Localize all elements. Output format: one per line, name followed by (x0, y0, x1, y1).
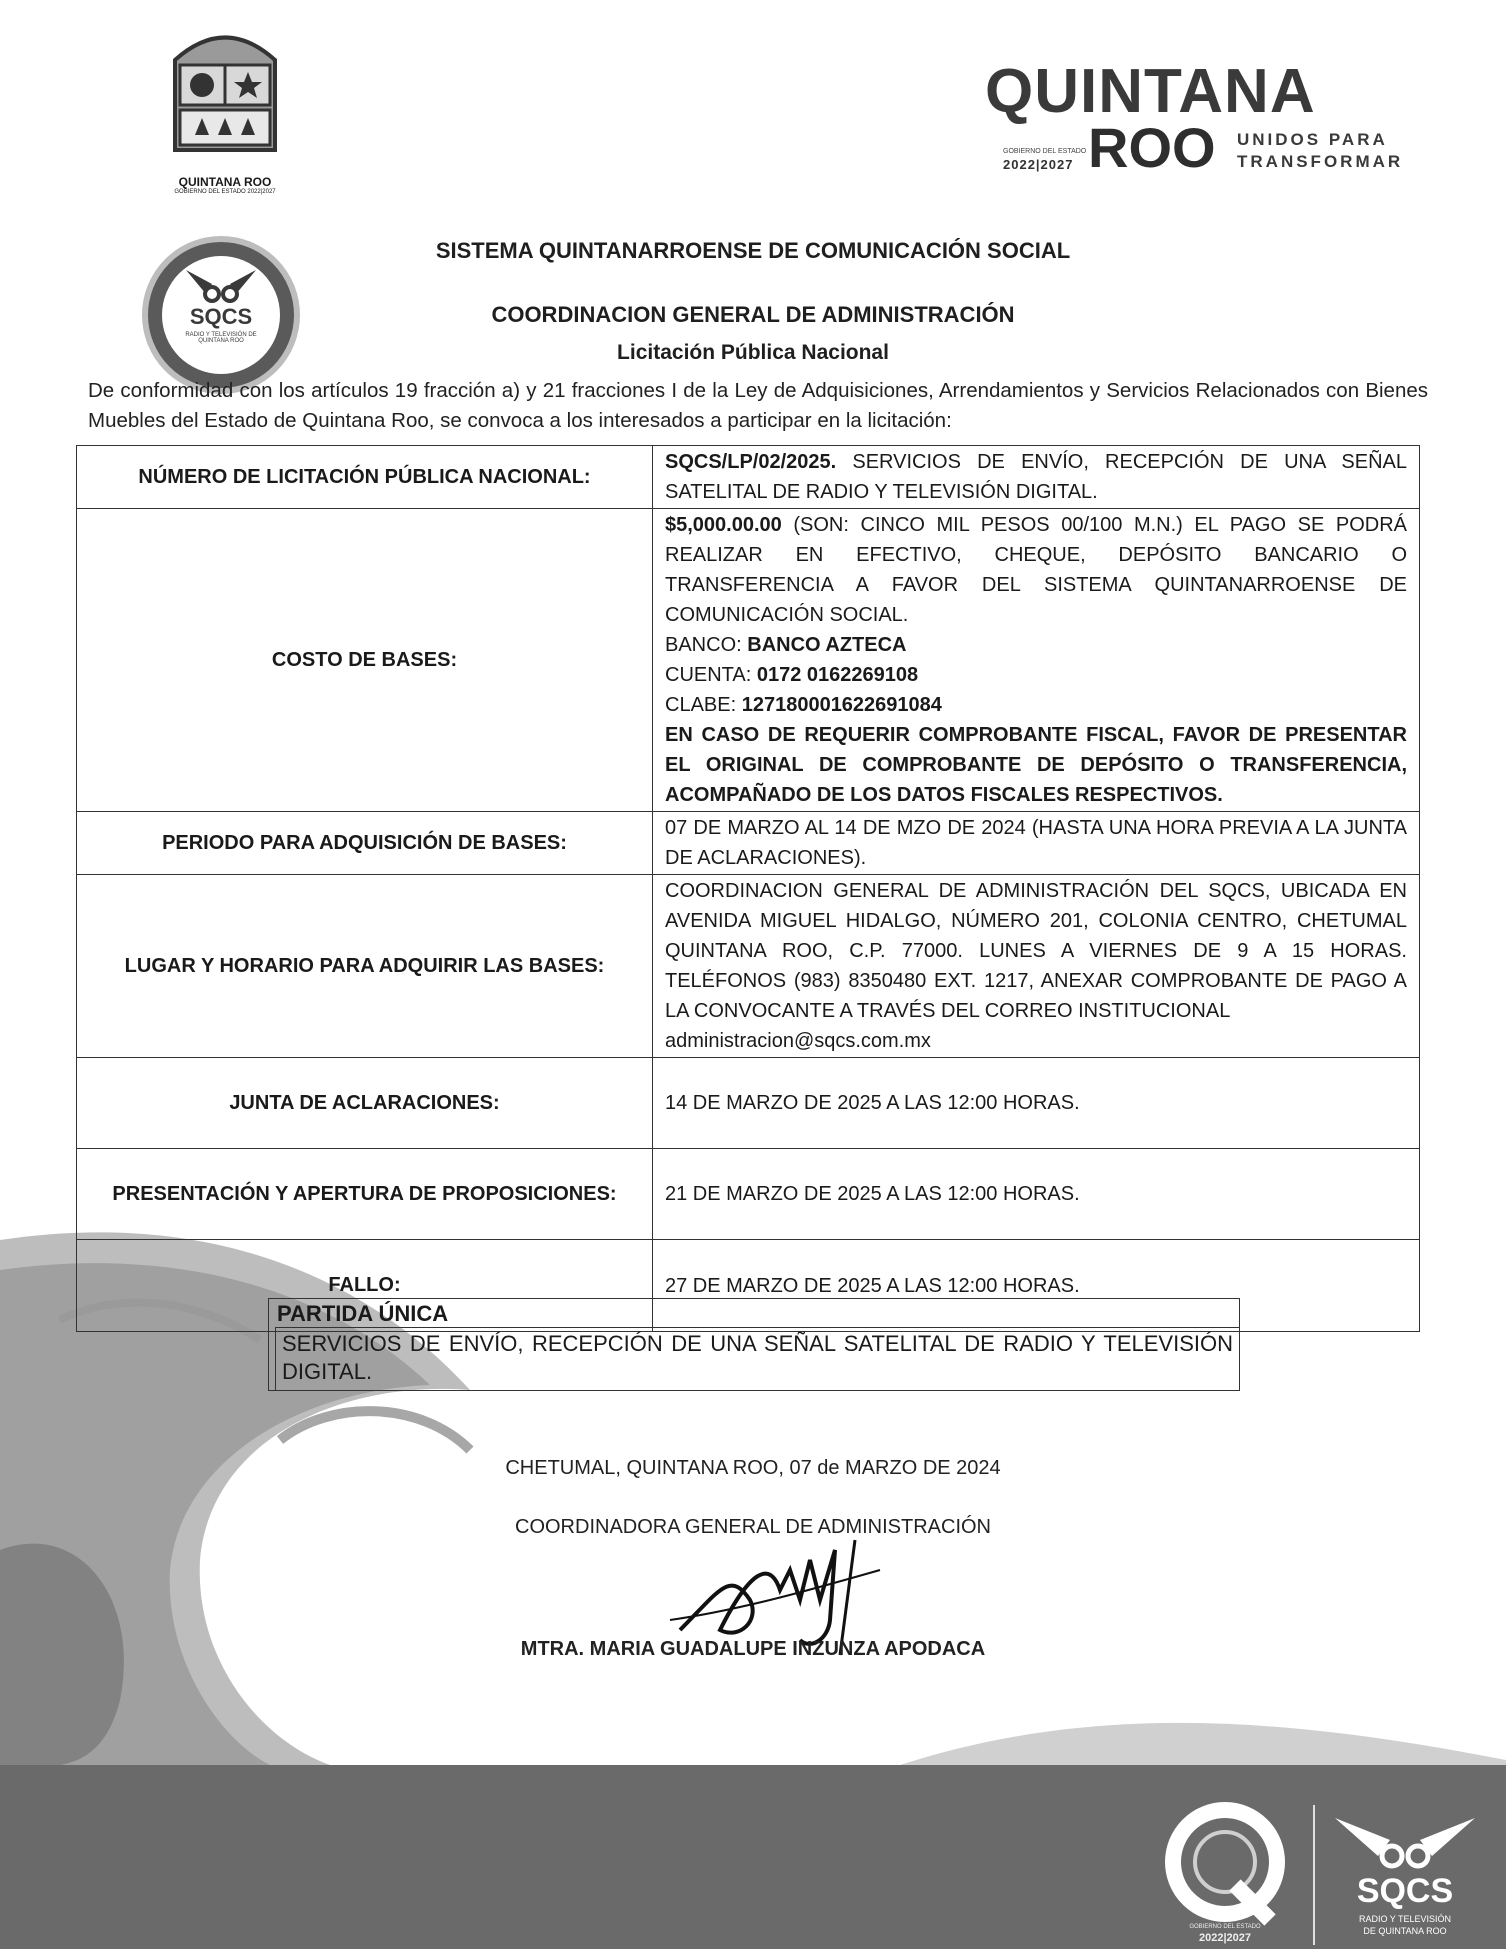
state-seal-icon (160, 20, 290, 170)
label-costo: COSTO DE BASES: (77, 509, 653, 812)
partida-description: SERVICIOS DE ENVÍO, RECEPCIÓN DE UNA SEÑAL SATELITAL DE RADIO Y TELEVISIÓN DIGITAL. (275, 1327, 1239, 1390)
value-junta: 14 DE MARZO DE 2025 A LAS 12:00 HORAS. (653, 1058, 1420, 1149)
footer-sqcs-logo (1325, 1810, 1485, 1949)
row-costo (77, 509, 1420, 812)
footer-gov-logo (1150, 1800, 1300, 1949)
footer-divider (1313, 1805, 1315, 1945)
signer-name: MTRA. MARIA GUADALUPE INZUNZA APODACA (520, 1638, 986, 1660)
bid-code: SQCS/LP/02/2025. (665, 451, 837, 473)
institutional-email[interactable]: administracion@sqcs.com.mx (665, 1030, 931, 1052)
brand-tagline-2: TRANSFORMAR (1237, 152, 1404, 171)
value-presentacion: 21 DE MARZO DE 2025 A LAS 12:00 HORAS. (653, 1149, 1420, 1240)
footer-gov-years: 2022|2027 (1198, 1932, 1252, 1944)
state-seal (160, 20, 290, 195)
clabe-label: CLABE: (665, 694, 742, 716)
cost-amount: $5,000.00.00 (665, 514, 782, 536)
value-numero (653, 446, 1420, 509)
footer-sqcs-sub-1: RADIO Y TELEVISIÓN (1358, 1914, 1452, 1924)
brand-word-quintana: QUINTANA (985, 57, 1316, 126)
value-lugar (653, 875, 1420, 1058)
footer-sqcs-sub-2: DE QUINTANA ROO (1363, 1926, 1447, 1936)
brand-tagline-1: UNIDOS PARA (1237, 130, 1388, 149)
footer-sqcs-text: SQCS (1356, 1872, 1454, 1910)
notice-type-title: Licitación Pública Nacional (617, 341, 889, 364)
partida-title: PARTIDA ÚNICA (277, 1301, 449, 1326)
value-fallo: 27 DE MARZO DE 2025 A LAS 12:00 HORAS. (653, 1240, 1420, 1332)
sqcs-bird-icon (182, 264, 260, 304)
bidding-table (76, 445, 1420, 1332)
account-label: CUENTA: (665, 664, 757, 686)
label-fallo: FALLO: (77, 1240, 653, 1332)
footer-gov-label: GOBIERNO DEL ESTADO (1189, 1924, 1261, 1930)
label-junta: JUNTA DE ACLARACIONES: (77, 1058, 653, 1149)
location-text: COORDINACION GENERAL DE ADMINISTRACIÓN DEL SQCS, UBICADA EN AVENIDA MIGUEL HIDALGO, NÚMERO 201, COLONIA CENTRO, CHETUMAL QUINTANA ROO, C.P. 77000. LUNES A VIERNES DE 9 A 15 HORAS. TELÉFONOS (983) 8350480 EXT. 1217, ANEXAR COMPROBANTE DE PAGO A LA CONVOCANTE A TRAVÉS DEL CORREO INSTITUCIONAL (665, 880, 1407, 1022)
fiscal-note: EN CASO DE REQUERIR COMPROBANTE FISCAL, FAVOR DE PRESENTAR EL ORIGINAL DE COMPROBANTE DE DEPÓSITO O TRANSFERENCIA, ACOMPAÑADO DE LOS DATOS FISCALES RESPECTIVOS. (665, 724, 1407, 806)
sqcs-logo-sub: RADIO Y TELEVISIÓN DE QUINTANA ROO (185, 332, 257, 344)
row-junta (77, 1058, 1420, 1149)
clabe-value: 127180001622691084 (741, 694, 942, 716)
label-periodo: PERIODO PARA ADQUISICIÓN DE BASES: (77, 812, 653, 875)
department-title: COORDINACION GENERAL DE ADMINISTRACIÓN (491, 302, 1015, 327)
payment-text: (SON: CINCO MIL PESOS 00/100 M.N.) EL PAGO SE PODRÁ REALIZAR EN EFECTIVO, CHEQUE, DEPÓSITO BANCARIO O TRANSFERENCIA A FAVOR DEL SISTEMA QUINTANARROENSE DE COMUNICACIÓN SOCIAL. (665, 514, 1407, 626)
sqcs-logo-text: SQCS (189, 304, 253, 329)
brand-gov-label: GOBIERNO DEL ESTADO (1003, 148, 1087, 155)
state-seal-caption: QUINTANA ROO (178, 175, 272, 189)
account-value: 0172 0162269108 (756, 664, 919, 686)
row-presentacion (77, 1149, 1420, 1240)
state-seal-subcaption: GOBIERNO DEL ESTADO 2022|2027 (174, 189, 276, 195)
signer-position: COORDINADORA GENERAL DE ADMINISTRACIÓN (515, 1516, 991, 1538)
row-lugar (77, 875, 1420, 1058)
intro-paragraph: De conformidad con los artículos 19 fracción a) y 21 fracciones I de la Ley de Adquisiciones, Arrendamientos y Servicios Relacionados con Bienes Muebles del Estado de Quintana Roo, se convoca a los interesados a participar en la licitación: (88, 379, 1428, 432)
footer-sqcs-bird-icon (1330, 1810, 1480, 1870)
label-presentacion: PRESENTACIÓN Y APERTURA DE PROPOSICIONES: (77, 1149, 653, 1240)
row-numero (77, 446, 1420, 509)
bank-value: BANCO AZTECA (747, 634, 907, 656)
bank-label: BANCO: (665, 634, 748, 656)
value-costo (653, 509, 1420, 812)
row-periodo (77, 812, 1420, 875)
quintana-roo-brand (985, 57, 1404, 180)
brand-word-roo: ROO (1088, 116, 1216, 179)
place-date: CHETUMAL, QUINTANA ROO, 07 de MARZO DE 2024 (505, 1457, 1001, 1479)
partida-box (268, 1298, 1240, 1391)
footer-q-icon (1160, 1800, 1290, 1930)
value-periodo: 07 DE MARZO AL 14 DE MZO DE 2024 (HASTA UNA HORA PREVIA A LA JUNTA DE ACLARACIONES). (653, 812, 1420, 875)
label-lugar: LUGAR Y HORARIO PARA ADQUIRIR LAS BASES: (77, 875, 653, 1058)
organization-title: SISTEMA QUINTANARROENSE DE COMUNICACIÓN SOCIAL (435, 238, 1071, 263)
label-numero: NÚMERO DE LICITACIÓN PÚBLICA NACIONAL: (77, 446, 653, 509)
bid-description: SERVICIOS DE ENVÍO, RECEPCIÓN DE UNA SEÑAL SATELITAL DE RADIO Y TELEVISIÓN DIGITAL. (665, 451, 1407, 503)
brand-years: 2022|2027 (1003, 157, 1074, 172)
